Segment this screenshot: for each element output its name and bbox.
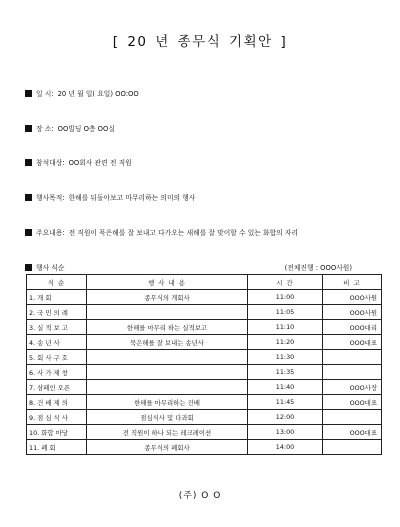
info-attendees-label: 참석대상:: [36, 159, 65, 167]
table-row: [27, 380, 382, 395]
info-content-label: 주요내용:: [36, 229, 65, 237]
order-cell: 6. 사 가 제 창: [27, 365, 87, 380]
table-row: [27, 305, 382, 320]
document-title: [ 20 년 종무식 기획안 ]: [112, 34, 288, 50]
content-cell: [87, 365, 248, 380]
content-cell: [87, 305, 248, 320]
table-row: [27, 365, 382, 380]
company-footer: (주) O O: [178, 491, 222, 501]
info-purpose-value: 한해를 뒤돌아보고 마무리하는 의미의 행사: [68, 194, 196, 202]
content-cell: 전 직원이 하나 되는 레크레이션: [87, 425, 248, 440]
time-cell: 11:05: [248, 305, 323, 320]
note-cell: OOO대표: [323, 425, 382, 440]
table-row: [27, 440, 382, 455]
content-cell: 한해를 마무리하는 건배: [87, 395, 248, 410]
info-content-value: 전 직원이 묵은해를 잘 보내고 다가오는 새해를 잘 맞이할 수 있는 화합의 자리: [68, 229, 299, 237]
time-cell: 11:35: [248, 365, 323, 380]
order-cell: 8. 건 배 제 의: [27, 395, 87, 410]
content-cell: 한해를 마무리 하는 실적보고: [87, 320, 248, 335]
schedule-moderator: (전체진행 : OOO사원): [284, 264, 352, 272]
bullet-square-icon: [26, 160, 31, 165]
note-cell: OOO사원: [323, 305, 382, 320]
schedule-header: [26, 262, 382, 272]
note-cell: [323, 365, 382, 380]
column-header-time: 시 간: [248, 275, 323, 290]
note-cell: OOO대표: [323, 335, 382, 350]
time-cell: 11:30: [248, 350, 323, 365]
note-cell: OOO사원: [323, 290, 382, 305]
table-row: [27, 395, 382, 410]
note-cell: [323, 410, 382, 425]
table-row: [27, 425, 382, 440]
order-cell: 11. 폐 회: [27, 440, 87, 455]
bullet-square-icon: [26, 91, 31, 96]
time-cell: 11:45: [248, 395, 323, 410]
time-cell: 11:40: [248, 380, 323, 395]
time-cell: 11:20: [248, 335, 323, 350]
table-row: [27, 410, 382, 425]
column-header-note: 비 고: [323, 275, 382, 290]
order-cell: 4. 송 년 사: [27, 335, 87, 350]
bullet-square-icon: [26, 126, 31, 131]
info-datetime-value: 20 년 월 일( 요일) OO:OO: [57, 90, 139, 98]
info-attendees-value: OO회사 관련 전 직원: [68, 159, 132, 167]
content-cell: [87, 380, 248, 395]
note-cell: OOO대표: [323, 395, 382, 410]
time-cell: 13:00: [248, 425, 323, 440]
order-cell: 10. 화합 마당: [27, 425, 87, 440]
order-cell: 5. 회 사 구 호: [27, 350, 87, 365]
bullet-square-icon: [26, 230, 31, 235]
order-cell: 3. 실 적 보 고: [27, 320, 87, 335]
info-datetime: [26, 88, 139, 98]
schedule-header-row: [27, 275, 382, 290]
info-content: [26, 227, 298, 237]
schedule-table: [26, 274, 382, 455]
order-cell: 1. 개 회: [27, 290, 87, 305]
column-header-content: 행 사 내 용: [87, 275, 248, 290]
info-place-label: 장 소:: [36, 125, 54, 133]
time-cell: 12:00: [248, 410, 323, 425]
table-row: [27, 335, 382, 350]
content-cell: 점심식사 및 다과회: [87, 410, 248, 425]
time-cell: 14:00: [248, 440, 323, 455]
info-attendees: [26, 157, 132, 167]
bullet-square-icon: [26, 265, 31, 270]
note-cell: [323, 350, 382, 365]
info-purpose: [26, 192, 195, 202]
bullet-square-icon: [26, 195, 31, 200]
note-cell: OOO사장: [323, 380, 382, 395]
time-cell: 11:00: [248, 290, 323, 305]
order-cell: 2. 국 민 의 례: [27, 305, 87, 320]
info-purpose-label: 행사목적:: [36, 194, 65, 202]
note-cell: OOO대리: [323, 320, 382, 335]
content-cell: 종무식의 폐회사: [87, 440, 248, 455]
info-place: [26, 123, 115, 133]
column-header-order: 식 순: [27, 275, 87, 290]
order-cell: 9. 점 심 식 사: [27, 410, 87, 425]
note-cell: [323, 440, 382, 455]
table-row: [27, 350, 382, 365]
table-row: [27, 320, 382, 335]
content-cell: 종무식의 개회사: [87, 290, 248, 305]
time-cell: 11:10: [248, 320, 323, 335]
info-datetime-label: 일 시:: [36, 90, 54, 98]
schedule-heading: 행사 식순: [36, 264, 65, 272]
content-cell: [87, 350, 248, 365]
table-row: [27, 290, 382, 305]
info-place-value: OO빌딩 O층 OO실: [57, 125, 115, 133]
order-cell: 7. 삼페인 오픈: [27, 380, 87, 395]
content-cell: 묵은해를 잘 보내는 송년사: [87, 335, 248, 350]
